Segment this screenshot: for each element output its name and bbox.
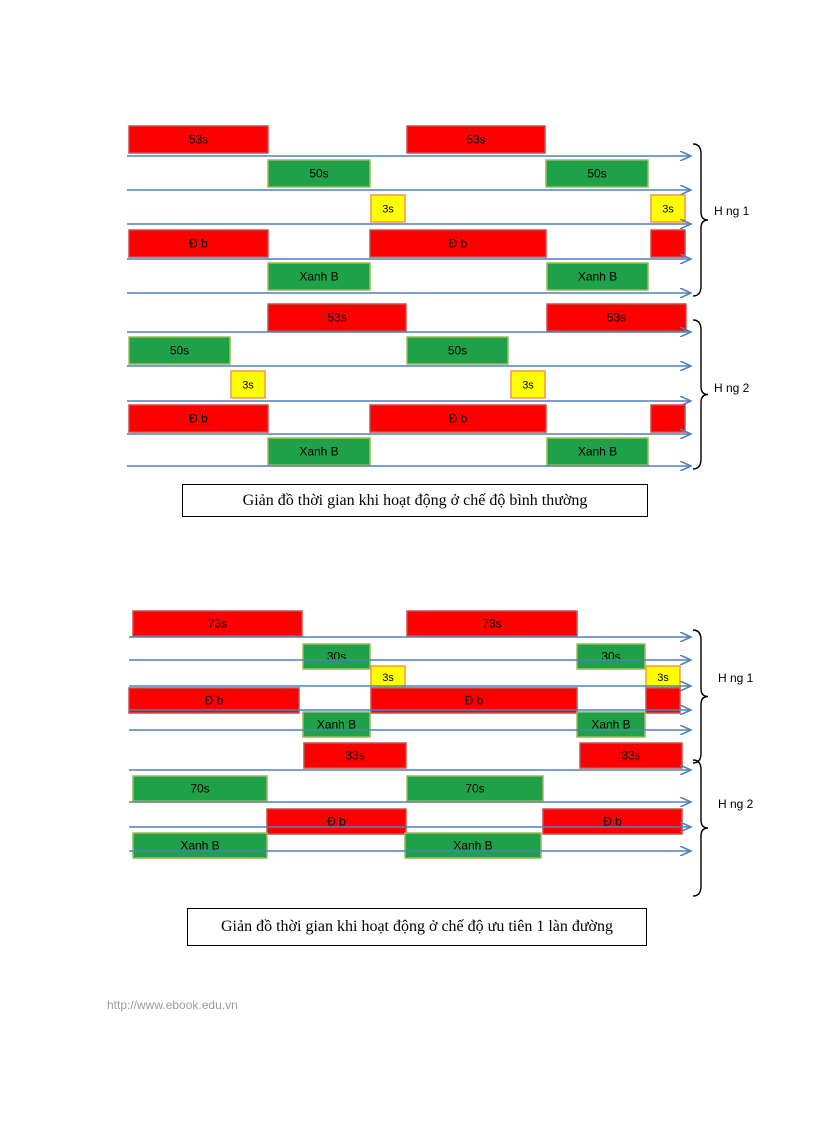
diagram1-yellow-2-bar-1-label: 3s [242,379,254,392]
diagram2-ped-green-1-bar-1-label: Xanh B [316,717,357,732]
diagram2-ped-red-2-bar-1-label: Đ b [327,814,346,829]
diagram1-green-1-bar-2-label: 50s [587,166,607,181]
diagram1-ped-green-2-bar-2-label: Xanh B [577,444,618,459]
diagram2-ped-green-1-bar-2-label: Xanh B [591,717,631,732]
diagram1-red-1-bar-1-label: 53s [188,132,209,147]
diagram1-ped-green-1-bar-1-label: Xanh B [299,269,339,284]
diagram1-ped-green-2-bar-1-label: Xanh B [299,444,339,459]
diagram1-red-1-bar-2-label: 53s [466,132,486,147]
diagram1-group-1-label: H ng 1 [714,204,750,218]
footer-url: http://www.ebook.edu.vn [107,998,238,1012]
diagram1-caption: Giản đồ thời gian khi hoạt động ở chế độ bình thường [182,484,648,517]
diagram2-ped-red-1-bar-2-label: Đ b [464,693,484,708]
diagram1-ped-red-2-bar-3 [651,405,685,432]
diagram2-group-1-label: H ng 1 [718,671,754,685]
diagram1-green-2-bar-1-label: 50s [169,343,190,358]
diagram2-group-2-label: H ng 2 [718,797,754,811]
diagram2-group-2-brace [693,760,708,896]
diagram2-green-2-bar-2-label: 70s [465,781,485,796]
diagram2-ped-red-1-bar-1-label: Đ b [204,693,224,708]
diagram1-green-1-bar-1-label: 50s [309,166,329,181]
diagram1-group-2-label: H ng 2 [714,381,750,395]
diagram1-ped-red-1-bar-3 [651,230,685,257]
diagram2-red-2-bar-2-label: 33s [621,748,641,763]
diagram2-red-1-bar-2-label: 73s [482,616,502,631]
diagram1-red-2-bar-2-label: 53s [606,310,627,325]
diagram1-yellow-1-bar-2-label: 3s [662,203,674,216]
diagram1-ped-red-1-bar-2-label: Đ b [448,236,468,251]
diagram2-ped-green-2-bar-1-label: Xanh B [180,838,220,853]
diagram2-red-1-bar-1-label: 73s [207,616,228,631]
diagram2-yellow-1-bar-2-label: 3s [657,672,669,684]
diagram1-ped-red-2-bar-2-label: Đ b [448,411,468,426]
diagram2-ped-red-2-bar-2-label: Đ b [603,814,622,829]
diagram2-green-1-bar-2-label: 30s [601,649,621,664]
diagram2-group-1-brace [693,630,708,763]
diagram1-green-2-bar-2-label: 50s [447,343,468,358]
diagram1-group-1-brace [693,144,708,296]
diagram1-ped-red-1-bar-1-label: Đ b [189,236,208,251]
diagram1-red-2-bar-1-label: 53s [327,310,347,325]
diagram2-ped-green-2-bar-2-label: Xanh B [453,838,493,853]
diagram1-group-2-brace [693,320,708,469]
diagram1-yellow-2-bar-2-label: 3s [522,379,534,392]
diagram1-ped-red-2-bar-1-label: Đ b [189,411,208,426]
diagram2-yellow-1-bar-1-label: 3s [382,672,394,684]
diagram2-red-2-bar-1-label: 33s [345,748,365,763]
diagram2-ped-red-1-bar-3 [646,688,680,713]
diagram2-caption: Giản đồ thời gian khi hoạt động ở chế độ ưu tiên 1 làn đường [187,908,647,946]
diagram1-yellow-1-bar-1-label: 3s [382,203,394,216]
diagram2-green-1-bar-1-label: 30s [326,649,347,664]
diagram1-ped-green-1-bar-2-label: Xanh B [577,269,618,284]
diagram2-green-2-bar-1-label: 70s [190,781,210,796]
